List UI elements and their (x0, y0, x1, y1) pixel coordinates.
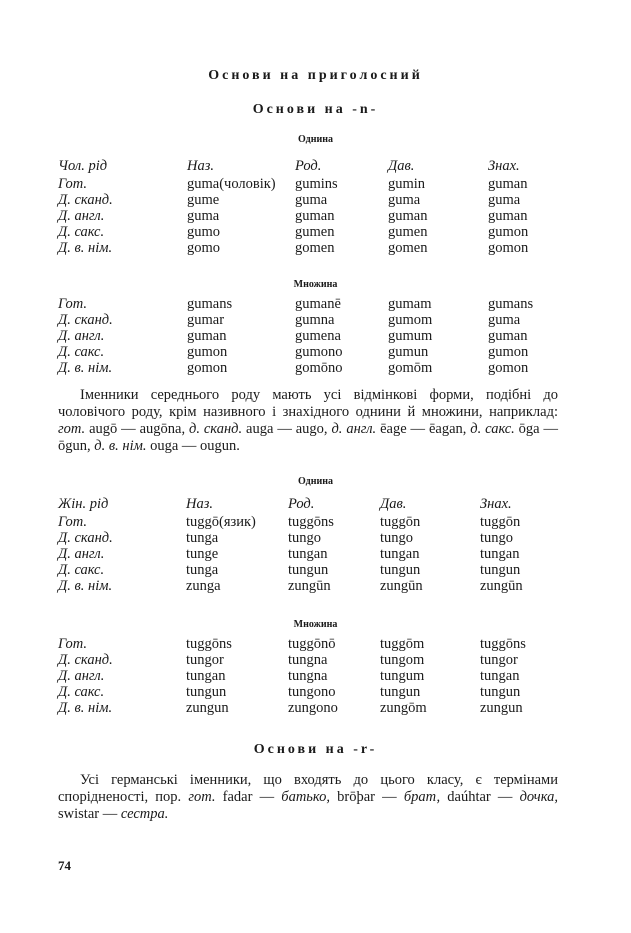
language-label: Д. сканд. (58, 312, 113, 328)
word-form: tungun (288, 562, 329, 578)
word-form: tungan (480, 546, 520, 562)
word-form: gumin (388, 176, 426, 192)
word-form: tuggōns (186, 636, 232, 652)
table-row (58, 296, 598, 312)
word-form: gomōno (295, 360, 343, 376)
language-label: Д. сканд. (58, 192, 113, 208)
language-label: Гот. (58, 176, 88, 192)
word-form: gumar (187, 312, 225, 328)
word-form: zungōm (380, 700, 427, 716)
word-form: zungūn (480, 578, 523, 594)
word-form: gumen (388, 224, 428, 240)
word-form: gomo (187, 240, 221, 256)
masc-singular-table (58, 156, 598, 256)
table-row (58, 530, 598, 546)
word-form: tungo (380, 530, 414, 546)
word-form: tungo (480, 530, 514, 546)
word-form: guma (488, 312, 521, 328)
column-header: Наз. (187, 157, 215, 174)
subheading-singular: Однина (298, 134, 333, 145)
table-row (58, 240, 598, 256)
word-form: gumono (295, 344, 343, 360)
word-form: gumna (295, 312, 335, 328)
word-form: tungan (480, 668, 520, 684)
word-form: gomen (388, 240, 428, 256)
table-row (58, 312, 598, 328)
word-form: guma (388, 192, 421, 208)
column-header: Род. (288, 495, 315, 512)
table-row (58, 562, 598, 578)
word-form: zungūn (288, 578, 331, 594)
word-form: guma(чоловік) (187, 176, 276, 192)
language-label: Д. в. нім. (58, 360, 113, 376)
language-label: Гот. (58, 296, 88, 312)
section-heading-r-stems: Основи на -r- (253, 742, 378, 757)
word-form: tungun (480, 684, 521, 700)
page-number: 74 (58, 858, 71, 873)
column-header: Чол. рід (58, 157, 108, 174)
word-form: tungun (186, 684, 227, 700)
table-row (58, 636, 598, 652)
word-form: tungan (380, 546, 420, 562)
table-row (58, 224, 598, 240)
table-header-row (58, 156, 598, 176)
word-form: tungun (480, 562, 521, 578)
fem-plural-table (58, 636, 598, 716)
table-header-row (58, 494, 598, 514)
language-label: Д. англ. (58, 546, 105, 562)
column-header: Дав. (380, 495, 407, 512)
word-form: gume (187, 192, 220, 208)
word-form: tuggōn (380, 514, 421, 530)
word-form: gumom (388, 312, 433, 328)
table-row (58, 652, 598, 668)
word-form: tungo (288, 530, 322, 546)
word-form: gumam (388, 296, 432, 312)
table-row (58, 208, 598, 224)
table-row (58, 700, 598, 716)
word-form: tungom (380, 652, 425, 668)
word-form: gumon (488, 344, 529, 360)
word-form: tuggōnō (288, 636, 336, 652)
column-header: Род. (295, 157, 322, 174)
word-form: gomōm (388, 360, 433, 376)
word-form: tungna (288, 652, 328, 668)
language-label: Д. англ. (58, 328, 105, 344)
word-form: tungono (288, 684, 336, 700)
neuter-note-paragraph: Іменники середнього роду мають усі відмінкові форми, подібні до чоловічого роду, крім називного і знахідного однини й множини, наприклад: гот. augō — augōna, д. сканд. auga — augo, д. англ. ēage — ēagan, д. сакс. ōga — ōgun, д. в. нім. ouga — ougun. (58, 387, 559, 454)
word-form: guma (295, 192, 328, 208)
language-label: Гот. (58, 636, 88, 652)
word-form: gumun (388, 344, 429, 360)
word-form: guman (488, 328, 528, 344)
word-form: tuggōm (380, 636, 425, 652)
word-form: gumans (187, 296, 233, 312)
word-form: gomen (295, 240, 335, 256)
language-label: Д. в. нім. (58, 700, 113, 716)
language-label: Д. сакс. (58, 344, 105, 360)
table-row (58, 344, 598, 360)
word-form: guman (295, 208, 335, 224)
word-form: tungun (380, 684, 421, 700)
language-label: Д. сканд. (58, 530, 113, 546)
table-row (58, 176, 598, 192)
table-row (58, 328, 598, 344)
column-header: Жін. рід (58, 495, 109, 512)
subheading-plural: Множина (293, 279, 338, 290)
word-form: zungono (288, 700, 338, 716)
word-form: guma (187, 208, 220, 224)
word-form: tungna (288, 668, 328, 684)
word-form: zungun (186, 700, 229, 716)
section-heading-consonant-stems: Основи на приголосний (208, 68, 423, 83)
language-label: Д. сакс. (58, 562, 105, 578)
table-row (58, 578, 598, 594)
word-form: tungan (288, 546, 328, 562)
language-label: Д. англ. (58, 668, 105, 684)
word-form: gumena (295, 328, 341, 344)
column-header: Знах. (488, 157, 520, 174)
word-form: gomon (488, 360, 529, 376)
word-form: tungan (186, 668, 226, 684)
word-form: tunga (186, 530, 219, 546)
word-form: guman (388, 208, 428, 224)
word-form: tuggōns (480, 636, 526, 652)
language-label: Д. сканд. (58, 652, 113, 668)
column-header: Знах. (480, 495, 512, 512)
masc-plural-table (58, 296, 598, 376)
language-label: Гот. (58, 514, 88, 530)
word-form: tuggōn (480, 514, 521, 530)
fem-singular-table (58, 494, 598, 594)
word-form: gumon (488, 224, 529, 240)
table-row (58, 684, 598, 700)
word-form: gomon (488, 240, 529, 256)
language-label: Д. сакс. (58, 684, 105, 700)
column-header: Наз. (186, 495, 214, 512)
table-row (58, 514, 598, 530)
word-form: tunga (186, 562, 219, 578)
subheading-singular: Однина (298, 476, 333, 487)
word-form: gumanē (295, 296, 341, 312)
column-header: Дав. (388, 157, 415, 174)
word-form: guma (488, 192, 521, 208)
word-form: gumo (187, 224, 221, 240)
word-form: guman (187, 328, 227, 344)
word-form: gumans (488, 296, 534, 312)
word-form: tuggōns (288, 514, 334, 530)
word-form: gumen (295, 224, 335, 240)
word-form: tuggō(язик) (186, 514, 256, 530)
word-form: tungor (186, 652, 224, 668)
language-label: Д. сакс. (58, 224, 105, 240)
word-form: gumum (388, 328, 433, 344)
word-form: guman (488, 176, 528, 192)
word-form: tungor (480, 652, 518, 668)
word-form: tunge (186, 546, 219, 562)
table-row (58, 546, 598, 562)
table-row (58, 360, 598, 376)
language-label: Д. в. нім. (58, 240, 113, 256)
word-form: zungun (480, 700, 523, 716)
word-form: tungum (380, 668, 425, 684)
r-stems-paragraph: Усі германські іменники, що входять до цього класу, є термінами спорідненості, пор. гот. fadar — батько, brōþar — брат, daúhtar — дочка, swistar — сестра. (58, 772, 559, 822)
table-row (58, 668, 598, 684)
word-form: gomon (187, 360, 228, 376)
word-form: zungūn (380, 578, 423, 594)
table-row (58, 192, 598, 208)
word-form: gumins (295, 176, 338, 192)
language-label: Д. англ. (58, 208, 105, 224)
word-form: zunga (186, 578, 221, 594)
language-label: Д. в. нім. (58, 578, 113, 594)
word-form: guman (488, 208, 528, 224)
word-form: tungun (380, 562, 421, 578)
word-form: gumon (187, 344, 228, 360)
section-heading-n-stems: Основи на -n- (252, 102, 379, 117)
subheading-plural: Множина (293, 619, 338, 630)
